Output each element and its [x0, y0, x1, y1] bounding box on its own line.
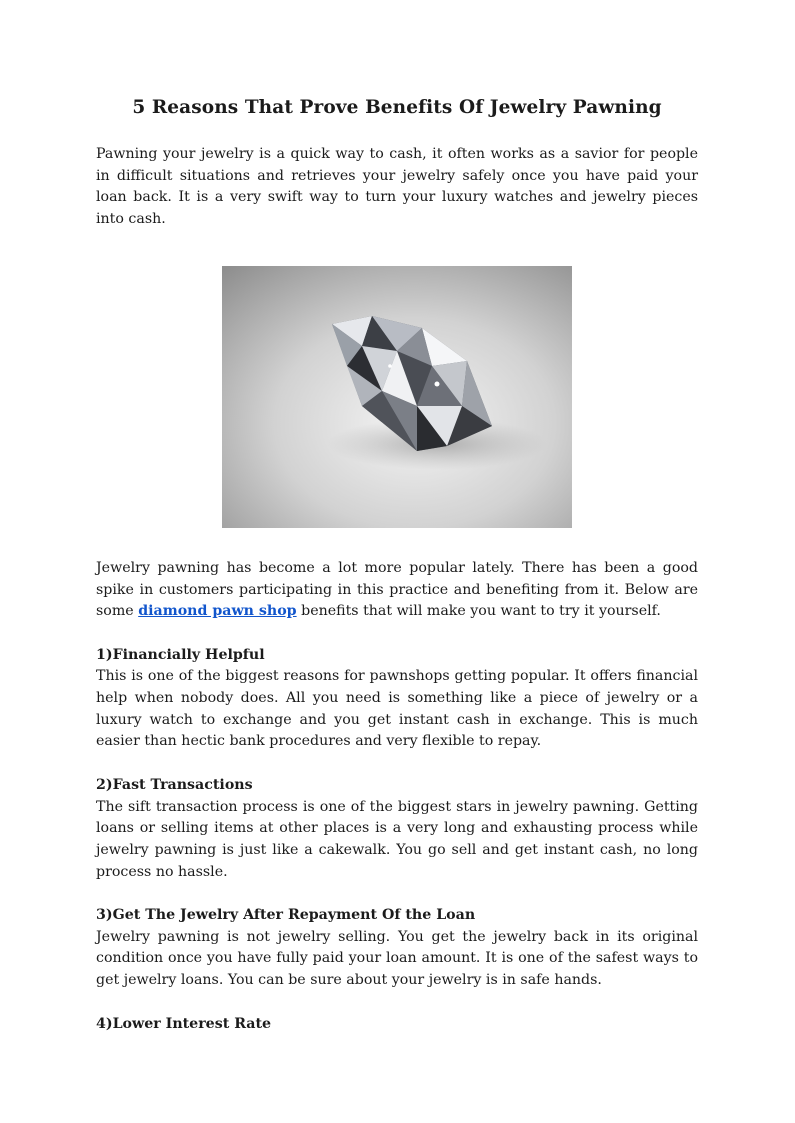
section-heading: 2)Fast Transactions	[96, 776, 253, 793]
intro-paragraph: Pawning your jewelry is a quick way to cash, it often works as a savior for people in difficult situations and retrieves your jewelry safely once you have paid your loan back. It is a very swift way to turn your luxury watches and jewelry pieces into cash.	[96, 146, 698, 228]
section-fast-transactions	[96, 775, 698, 884]
section-body: Jewelry pawning is not jewelry selling. You get the jewelry back in its original condition once you have fully paid your loan amount. It is one of the safest ways to get jewelry loans. You can be sure about your jewelry is in safe hands.	[96, 928, 698, 989]
popularity-text-before: Jewelry pawning has become a lot more popular lately. There has been a good spike in customers participating in this practice and benefiting from it. Below are some	[96, 559, 698, 620]
page-title: 5 Reasons That Prove Benefits Of Jewelry Pawning	[132, 97, 662, 118]
section-heading: 1)Financially Helpful	[96, 646, 265, 663]
popularity-paragraph	[96, 558, 698, 623]
section-lower-interest-rate	[96, 1014, 698, 1036]
section-financially-helpful	[96, 645, 698, 754]
diamond-image	[222, 266, 572, 528]
section-heading: 3)Get The Jewelry After Repayment Of the Loan	[96, 907, 476, 924]
section-get-jewelry-back	[96, 905, 698, 992]
section-body: This is one of the biggest reasons for pawnshops getting popular. It offers financial help when nobody does. All you need is something like a piece of jewelry or a luxury watch to exchange and you get instant cash in exchange. This is much easier than hectic bank procedures and very flexible to repay.	[96, 668, 698, 750]
section-body: The sift transaction process is one of the biggest stars in jewelry pawning. Getting loans or selling items at other places is a very long and exhausting process while jewelry pawning is just like a cakewalk. You go sell and get instant cash, no long process no hassle.	[96, 798, 698, 880]
diamond-illustration	[222, 266, 572, 528]
popularity-text-after: benefits that will make you want to try it yourself.	[296, 603, 661, 620]
diamond-pawn-shop-link[interactable]: diamond pawn shop	[138, 603, 297, 620]
section-heading: 4)Lower Interest Rate	[96, 1015, 272, 1032]
figure-container	[96, 266, 698, 528]
document-page	[96, 95, 698, 1035]
